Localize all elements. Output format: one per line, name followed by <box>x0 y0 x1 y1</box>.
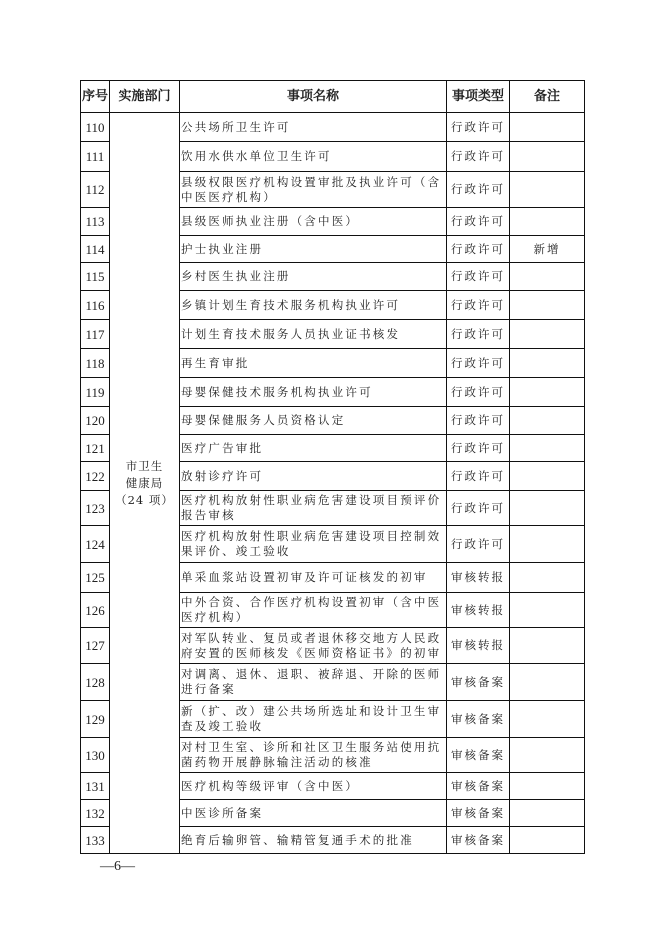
item-note <box>510 291 585 320</box>
item-note <box>510 664 585 701</box>
item-type: 审核备案 <box>447 701 510 738</box>
item-note <box>510 320 585 349</box>
row-number: 133 <box>81 827 110 854</box>
item-name: 对村卫生室、诊所和社区卫生服务站使用抗菌药物开展静脉输注活动的核准 <box>180 738 447 773</box>
row-number: 112 <box>81 172 110 208</box>
item-name: 单采血浆站设置初审及许可证核发的初审 <box>180 563 447 593</box>
item-note <box>510 773 585 800</box>
item-type: 行政许可 <box>447 407 510 435</box>
item-name: 母婴保健服务人员资格认定 <box>180 407 447 435</box>
item-type: 审核备案 <box>447 800 510 827</box>
item-type: 审核转报 <box>447 563 510 593</box>
row-number: 119 <box>81 378 110 407</box>
item-type: 行政许可 <box>447 462 510 491</box>
row-number: 131 <box>81 773 110 800</box>
row-number: 115 <box>81 263 110 291</box>
item-name: 乡镇计划生育技术服务机构执业许可 <box>180 291 447 320</box>
row-number: 128 <box>81 664 110 701</box>
item-name: 医疗机构放射性职业病危害建设项目预评价报告审核 <box>180 491 447 526</box>
header-dept: 实施部门 <box>110 81 180 113</box>
item-type: 行政许可 <box>447 491 510 526</box>
header-type: 事项类型 <box>447 81 510 113</box>
row-number: 127 <box>81 628 110 664</box>
item-type: 审核备案 <box>447 773 510 800</box>
row-number: 120 <box>81 407 110 435</box>
row-number: 121 <box>81 435 110 462</box>
header-no: 序号 <box>81 81 110 113</box>
row-number: 117 <box>81 320 110 349</box>
item-name: 对军队转业、复员或者退休移交地方人民政府安置的医师核发《医师资格证书》的初审 <box>180 628 447 664</box>
item-note <box>510 800 585 827</box>
row-number: 130 <box>81 738 110 773</box>
row-number: 116 <box>81 291 110 320</box>
item-type: 行政许可 <box>447 435 510 462</box>
item-name: 医疗机构放射性职业病危害建设项目控制效果评价、竣工验收 <box>180 526 447 563</box>
row-number: 118 <box>81 349 110 378</box>
item-note: 新增 <box>510 236 585 263</box>
page-number: —6— <box>100 859 135 874</box>
item-note <box>510 349 585 378</box>
item-name: 中外合资、合作医疗机构设置初审（含中医医疗机构） <box>180 593 447 628</box>
item-note <box>510 263 585 291</box>
item-name: 对调离、退休、退职、被辞退、开除的医师进行备案 <box>180 664 447 701</box>
department-text: 健康局 <box>125 475 164 490</box>
item-type: 行政许可 <box>447 526 510 563</box>
item-note <box>510 628 585 664</box>
item-note <box>510 738 585 773</box>
item-name: 县级医师执业注册（含中医） <box>180 208 447 236</box>
item-name: 绝育后输卵管、输精管复通手术的批准 <box>180 827 447 854</box>
item-type: 审核转报 <box>447 628 510 664</box>
item-note <box>510 701 585 738</box>
item-type: 审核备案 <box>447 664 510 701</box>
item-note <box>510 208 585 236</box>
item-type: 行政许可 <box>447 349 510 378</box>
item-note <box>510 827 585 854</box>
item-note <box>510 172 585 208</box>
item-name: 饮用水供水单位卫生许可 <box>180 142 447 172</box>
item-name: 医疗机构等级评审（含中医） <box>180 773 447 800</box>
row-number: 124 <box>81 526 110 563</box>
item-name: 县级权限医疗机构设置审批及执业许可（含中医医疗机构） <box>180 172 447 208</box>
row-number: 126 <box>81 593 110 628</box>
item-type: 行政许可 <box>447 172 510 208</box>
item-note <box>510 526 585 563</box>
item-name: 再生育审批 <box>180 349 447 378</box>
item-note <box>510 563 585 593</box>
item-name: 中医诊所备案 <box>180 800 447 827</box>
row-number: 111 <box>81 142 110 172</box>
row-number: 113 <box>81 208 110 236</box>
row-number: 129 <box>81 701 110 738</box>
item-name: 母婴保健技术服务机构执业许可 <box>180 378 447 407</box>
row-number: 125 <box>81 563 110 593</box>
table-row <box>81 113 585 142</box>
item-type: 行政许可 <box>447 236 510 263</box>
item-name: 放射诊疗许可 <box>180 462 447 491</box>
table-header-row <box>81 81 585 113</box>
item-type: 行政许可 <box>447 378 510 407</box>
item-name: 计划生育技术服务人员执业证书核发 <box>180 320 447 349</box>
department-text: 市卫生 <box>125 458 164 473</box>
item-type: 行政许可 <box>447 263 510 291</box>
item-type: 审核转报 <box>447 593 510 628</box>
item-type: 行政许可 <box>447 208 510 236</box>
row-number: 132 <box>81 800 110 827</box>
row-number: 122 <box>81 462 110 491</box>
item-note <box>510 435 585 462</box>
item-type: 审核备案 <box>447 827 510 854</box>
row-number: 110 <box>81 113 110 142</box>
item-type: 行政许可 <box>447 320 510 349</box>
row-number: 114 <box>81 236 110 263</box>
item-type: 行政许可 <box>447 142 510 172</box>
item-name: 新（扩、改）建公共场所选址和设计卫生审查及竣工验收 <box>180 701 447 738</box>
item-note <box>510 462 585 491</box>
item-note <box>510 113 585 142</box>
item-name: 公共场所卫生许可 <box>180 113 447 142</box>
item-type: 审核备案 <box>447 738 510 773</box>
item-note <box>510 142 585 172</box>
row-number: 123 <box>81 491 110 526</box>
items-table <box>80 80 585 854</box>
header-name: 事项名称 <box>180 81 447 113</box>
item-note <box>510 593 585 628</box>
item-name: 护士执业注册 <box>180 236 447 263</box>
department-cell <box>110 113 180 854</box>
item-name: 医疗广告审批 <box>180 435 447 462</box>
department-text: （24 项） <box>115 492 174 507</box>
item-note <box>510 491 585 526</box>
item-note <box>510 407 585 435</box>
item-type: 行政许可 <box>447 291 510 320</box>
header-note: 备注 <box>510 81 585 113</box>
item-name: 乡村医生执业注册 <box>180 263 447 291</box>
item-note <box>510 378 585 407</box>
item-type: 行政许可 <box>447 113 510 142</box>
table-body <box>81 113 585 854</box>
